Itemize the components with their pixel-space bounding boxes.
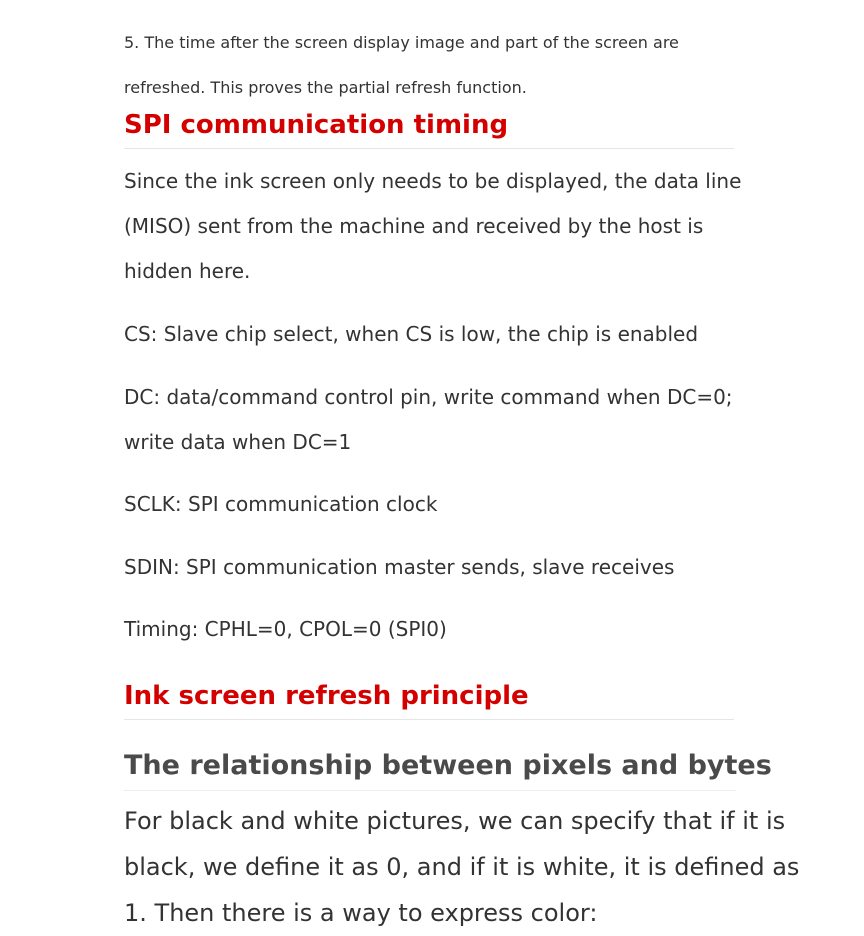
refresh-section-heading: Ink screen refresh principle <box>124 679 734 720</box>
pixels-bytes-line-3: 1. Then there is a way to express color: <box>124 899 598 927</box>
timing-paragraph <box>124 607 736 652</box>
dc-line-1: DC: data/command control pin, write command when DC=0; <box>124 385 733 409</box>
spi-section-heading: SPI communication timing <box>124 108 734 149</box>
sdin-text: SDIN: SPI communication master sends, slave receives <box>124 555 675 579</box>
intro-line-1: 5. The time after the screen display image and part of the screen are <box>124 33 679 52</box>
spi-intro-line-2: (MISO) sent from the machine and received by the host is <box>124 214 704 238</box>
spi-intro-line-3: hidden here. <box>124 259 251 283</box>
dc-paragraph <box>124 375 736 465</box>
sdin-paragraph <box>124 545 736 590</box>
cs-paragraph <box>124 312 736 357</box>
pixels-bytes-line-2: black, we define it as 0, and if it is white, it is defined as <box>124 853 800 881</box>
intro-line-2: refreshed. This proves the partial refresh function. <box>124 78 527 97</box>
dc-line-2: write data when DC=1 <box>124 430 352 454</box>
pixels-bytes-paragraph <box>124 798 800 936</box>
sclk-text: SCLK: SPI communication clock <box>124 492 438 516</box>
spi-intro-paragraph <box>124 159 742 294</box>
sclk-paragraph <box>124 482 736 527</box>
intro-paragraph <box>124 20 736 110</box>
pixels-bytes-line-1: For black and white pictures, we can specify that if it is <box>124 807 786 835</box>
timing-text: Timing: CPHL=0, CPOL=0 (SPI0) <box>124 617 447 641</box>
cs-text: CS: Slave chip select, when CS is low, the chip is enabled <box>124 322 699 346</box>
pixels-bytes-subheading: The relationship between pixels and bytes <box>124 744 736 791</box>
spi-intro-line-1: Since the ink screen only needs to be displayed, the data line <box>124 169 742 193</box>
